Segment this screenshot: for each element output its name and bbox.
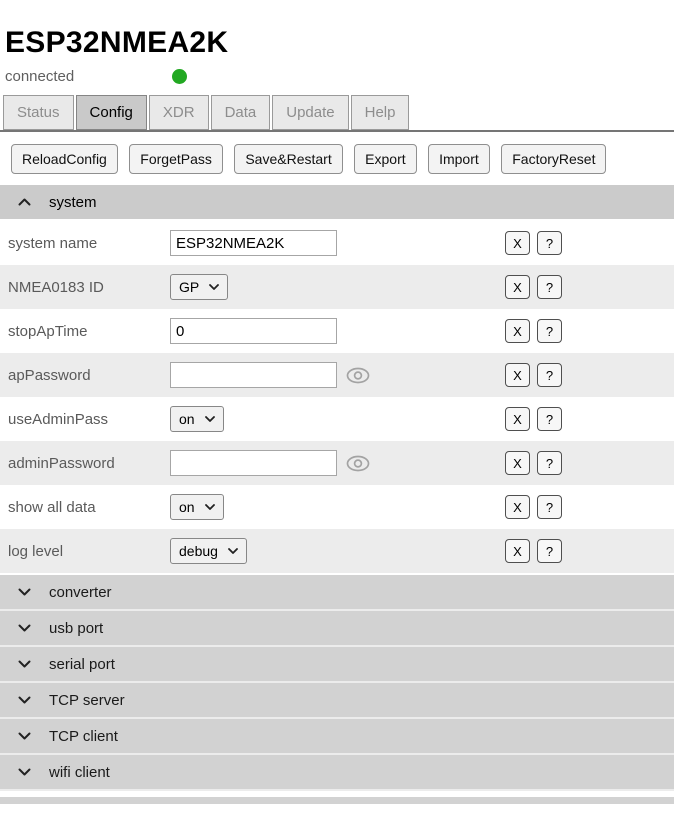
section-header-system[interactable]: [0, 185, 674, 219]
tab-help[interactable]: Help: [351, 95, 410, 130]
help-button[interactable]: ?: [537, 539, 562, 563]
stopaptime-input[interactable]: [170, 318, 337, 344]
config-toolbar: [0, 132, 674, 185]
section-header-tcp-client[interactable]: [0, 719, 674, 755]
chevron-down-icon: [18, 588, 32, 596]
section-label: usb port: [49, 619, 104, 637]
section-header-converter[interactable]: [0, 575, 674, 611]
reset-button[interactable]: X: [505, 363, 530, 387]
section-label: serial port: [49, 655, 115, 673]
connection-status-dot: [172, 69, 187, 84]
connection-status: [5, 68, 674, 85]
reset-button[interactable]: X: [505, 319, 530, 343]
system-section-body: [0, 221, 674, 573]
select-value: on: [179, 411, 195, 427]
useadminpass-select[interactable]: [170, 406, 224, 432]
section-header-usb-port[interactable]: [0, 611, 674, 647]
section-label: TCP server: [49, 691, 125, 709]
reload-config-button[interactable]: ReloadConfig: [11, 144, 118, 174]
help-button[interactable]: ?: [537, 363, 562, 387]
import-button[interactable]: Import: [428, 144, 490, 174]
help-button[interactable]: ?: [537, 451, 562, 475]
chevron-down-icon: [18, 660, 32, 668]
select-value: GP: [179, 279, 200, 295]
chevron-down-icon: [18, 768, 32, 776]
reset-button[interactable]: X: [505, 407, 530, 431]
row-label: log level: [8, 542, 64, 560]
tab-update[interactable]: Update: [272, 95, 348, 130]
system-name-input[interactable]: [170, 230, 337, 256]
tab-xdr[interactable]: XDR: [149, 95, 209, 130]
connection-status-label: connected: [5, 68, 75, 85]
chevron-down-icon: [18, 696, 32, 704]
section-label: converter: [49, 583, 112, 601]
reset-button[interactable]: X: [505, 275, 530, 299]
password-visibility-eye-icon[interactable]: [346, 367, 370, 384]
reset-button[interactable]: X: [505, 231, 530, 255]
help-button[interactable]: ?: [537, 495, 562, 519]
config-row-adminpassword: [0, 441, 674, 485]
tab-config[interactable]: Config: [76, 95, 147, 130]
row-label: system name: [8, 234, 98, 252]
nmea0183-id-select[interactable]: [170, 274, 228, 300]
config-row-nmea0183-id: [0, 265, 674, 309]
row-label: show all data: [8, 498, 96, 516]
section-header-tcp-server[interactable]: [0, 683, 674, 719]
row-label: adminPassword: [8, 454, 115, 472]
section-label: wifi client: [49, 763, 110, 781]
config-row-show-all-data: [0, 485, 674, 529]
reset-button[interactable]: X: [505, 451, 530, 475]
chevron-down-icon: [205, 504, 215, 510]
adminpassword-input[interactable]: [170, 450, 337, 476]
export-button[interactable]: Export: [354, 144, 416, 174]
row-label: apPassword: [8, 366, 91, 384]
help-button[interactable]: ?: [537, 407, 562, 431]
row-label: stopApTime: [8, 322, 88, 340]
page-title: ESP32NMEA2K: [5, 26, 229, 59]
appassword-input[interactable]: [170, 362, 337, 388]
select-value: on: [179, 499, 195, 515]
row-label: useAdminPass: [8, 410, 109, 428]
select-value: debug: [179, 543, 218, 559]
chevron-down-icon: [209, 284, 219, 290]
show-all-data-select[interactable]: [170, 494, 224, 520]
config-row-system-name: [0, 221, 674, 265]
forget-pass-button[interactable]: ForgetPass: [129, 144, 223, 174]
reset-button[interactable]: X: [505, 539, 530, 563]
collapsed-sections: [0, 575, 674, 791]
section-label: TCP client: [49, 727, 118, 745]
section-header-serial-port[interactable]: [0, 647, 674, 683]
config-row-log-level: [0, 529, 674, 573]
tab-data[interactable]: Data: [211, 95, 271, 130]
password-visibility-eye-icon[interactable]: [346, 455, 370, 472]
chevron-down-icon: [18, 624, 32, 632]
chevron-down-icon: [228, 548, 238, 554]
config-row-stopaptime: [0, 309, 674, 353]
factory-reset-button[interactable]: FactoryReset: [501, 144, 606, 174]
config-row-useadminpass: [0, 397, 674, 441]
section-label: system: [49, 193, 97, 211]
chevron-down-icon: [205, 416, 215, 422]
help-button[interactable]: ?: [537, 319, 562, 343]
chevron-up-icon: [18, 198, 32, 206]
tab-bar: [0, 95, 674, 132]
log-level-select[interactable]: [170, 538, 247, 564]
help-button[interactable]: ?: [537, 275, 562, 299]
row-label: NMEA0183 ID: [8, 278, 104, 296]
tab-status[interactable]: Status: [3, 95, 74, 130]
help-button[interactable]: ?: [537, 231, 562, 255]
section-header-wifi-client[interactable]: [0, 755, 674, 791]
reset-button[interactable]: X: [505, 495, 530, 519]
config-row-appassword: [0, 353, 674, 397]
chevron-down-icon: [18, 732, 32, 740]
save-restart-button[interactable]: Save&Restart: [234, 144, 342, 174]
partial-section-header[interactable]: [0, 797, 674, 804]
